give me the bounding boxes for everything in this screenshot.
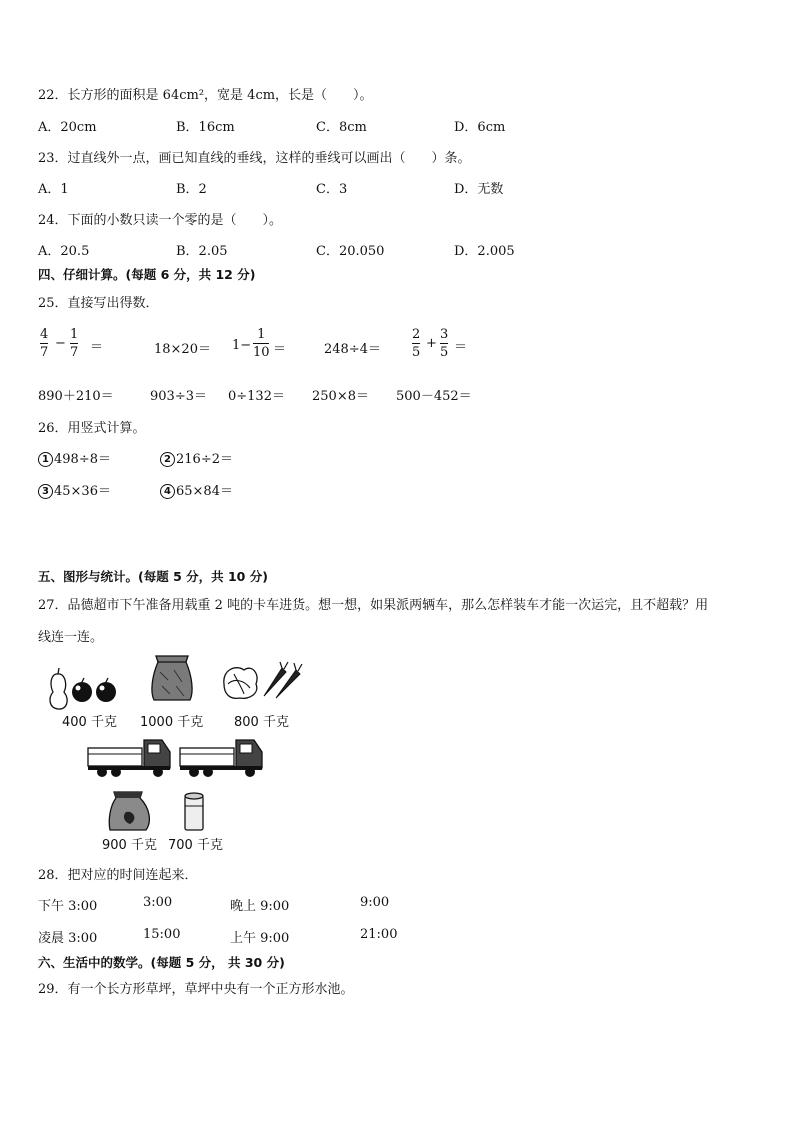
q22-option-a: A．20cm: [38, 120, 97, 135]
fraction: 1 10: [253, 327, 270, 360]
q28-time-1500: 15:00: [143, 927, 181, 942]
q25-expr-6: 890＋210＝: [38, 389, 114, 404]
q24-option-d: D．2.005: [454, 244, 515, 259]
sack-icon: [148, 652, 196, 704]
fraction: 3 5: [440, 327, 449, 360]
q29-stem: 29．有一个长方形草坪，草坪中央有一个正方形水池。: [38, 982, 354, 997]
q28-time-morning-9: 上午 9:00: [230, 931, 290, 946]
q23-option-d: D．无数: [454, 182, 504, 197]
goods-label-sack: 1000 千克: [140, 715, 204, 730]
q25-expr-10: 500－452＝: [396, 389, 472, 404]
q24-option-c: C．20.050: [316, 244, 385, 259]
q25-expr-8: 0÷132＝: [228, 389, 285, 404]
circled-number: 1: [38, 452, 53, 467]
q28-time-afternoon-3: 下午 3:00: [38, 899, 98, 914]
q22-stem: 22．长方形的面积是 64cm²，宽是 4cm，长是（ ）。: [38, 88, 373, 103]
q25-expr-2: 18×20＝: [154, 342, 211, 357]
q23-option-b: B．2: [176, 182, 207, 197]
q25-expr-9: 250×8＝: [312, 389, 369, 404]
q24-option-a: A．20.5: [38, 244, 90, 259]
q28-time-0900: 9:00: [360, 895, 390, 910]
q22-option-b: B．16cm: [176, 120, 235, 135]
truck-icon: [86, 736, 174, 778]
fraction: 4 7: [40, 327, 49, 360]
q22-option-d: D．6cm: [454, 120, 506, 135]
q26-item-2: 2 216÷2＝: [160, 448, 233, 467]
q26-item-4: 4 65×84＝: [160, 480, 233, 499]
q23-option-a: A．1: [38, 182, 69, 197]
q26-item-1: 1 498÷8＝: [38, 448, 111, 467]
q23-stem: 23．过直线外一点，画已知直线的垂线，这样的垂线可以画出（ ）条。: [38, 151, 471, 166]
section-6-heading: 六、生活中的数学。(每题 5 分， 共 30 分): [38, 955, 285, 970]
circled-number: 2: [160, 452, 175, 467]
q26-item-3: 3 45×36＝: [38, 480, 111, 499]
goods-label-vegetables: 800 千克: [234, 715, 289, 730]
q28-time-dawn-3: 凌晨 3:00: [38, 931, 98, 946]
q25-expr-7: 903÷3＝: [150, 389, 207, 404]
q23-option-c: C．3: [316, 182, 348, 197]
section-4-heading: 四、仔细计算。(每题 6 分，共 12 分): [38, 267, 256, 282]
q28-time-evening-9: 晚上 9:00: [230, 899, 290, 914]
q24-option-b: B．2.05: [176, 244, 228, 259]
circled-number: 4: [160, 484, 175, 499]
fraction: 2 5: [412, 327, 421, 360]
q27-stem-line1: 27．品德超市下午准备用载重 2 吨的卡车进货。想一想，如果派两辆车，那么怎样装车才能一次运完，且不超载？用: [38, 598, 709, 613]
circled-number: 3: [38, 484, 53, 499]
vegetables-icon: [220, 660, 304, 702]
section-5-heading: 五、图形与统计。(每题 5 分，共 10 分): [38, 569, 268, 584]
q22-option-c: C．8cm: [316, 120, 367, 135]
q26-stem: 26．用竖式计算。: [38, 421, 146, 436]
q24-stem: 24．下面的小数只读一个零的是（ ）。: [38, 213, 283, 228]
q28-stem: 28．把对应的时间连起来．: [38, 868, 198, 883]
truck-icon: [178, 736, 266, 778]
goods-label-bag: 900 千克: [102, 838, 157, 853]
fraction: 1 7: [70, 327, 79, 360]
q28-time-0300: 3:00: [143, 895, 173, 910]
q28-time-2100: 21:00: [360, 927, 398, 942]
q25-expr-4: 248÷4＝: [324, 342, 381, 357]
goods-label-can: 700 千克: [168, 838, 223, 853]
bag-icon: [106, 790, 154, 832]
q27-stem-line2: 线连一连。: [38, 630, 104, 645]
q25-stem: 25．直接写出得数．: [38, 296, 159, 311]
can-icon: [182, 792, 206, 832]
goods-label-fruit: 400 千克: [62, 715, 117, 730]
